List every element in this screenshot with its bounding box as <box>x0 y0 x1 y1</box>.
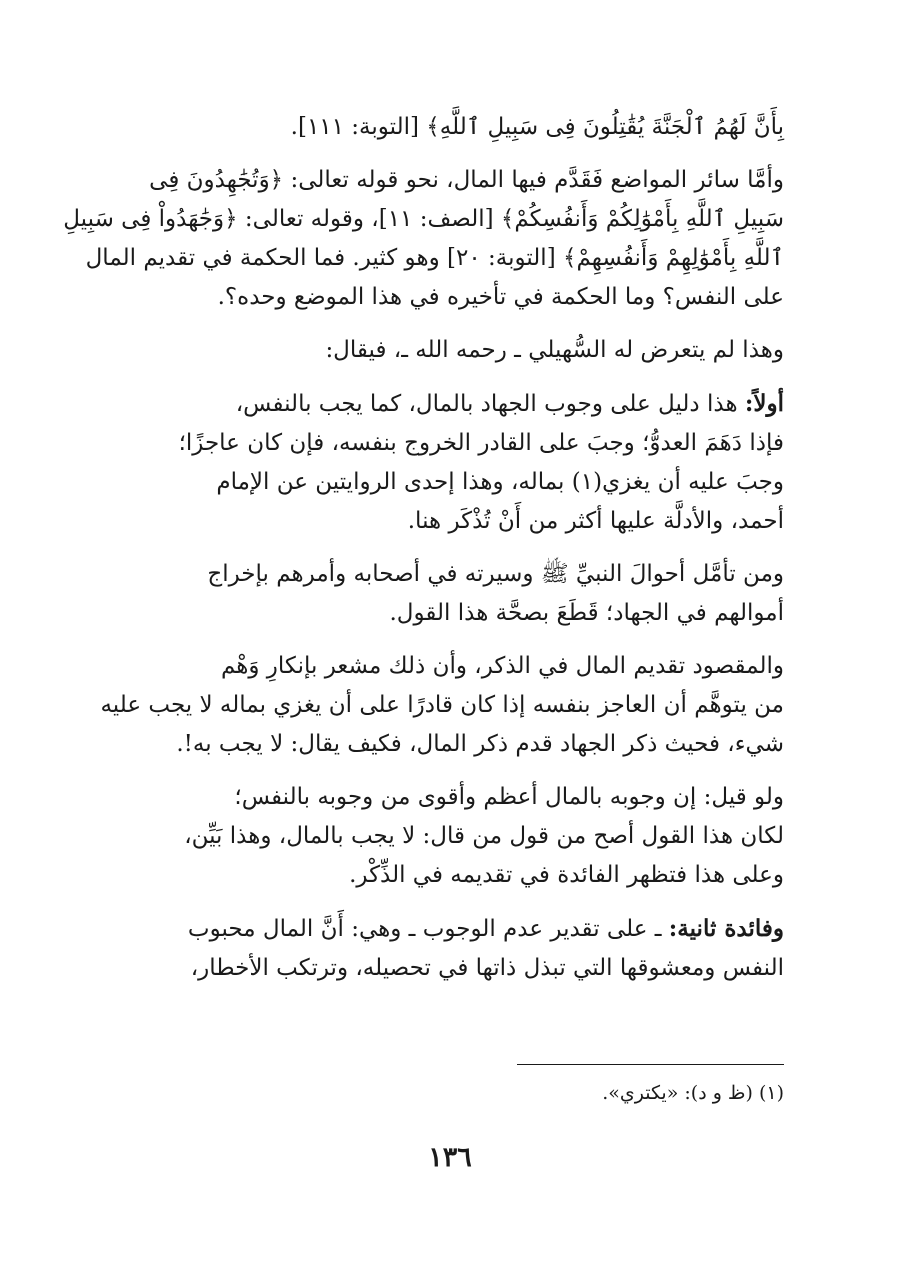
text-line: أموالهم في الجهاد؛ قَطَعَ بصحَّة هذا القول. <box>389 600 784 626</box>
text-line: ولو قيل: إن وجوبه بالمال أعظم وأقوى من وجوبه بالنفس؛ <box>234 784 784 810</box>
text-line: ٱللَّهِ بِأَمْوَٰلِهِمْ وَأَنفُسِهِمْ﴾ [التوبة: ٢٠] وهو كثير. فما الحكمة في تقديم المال <box>85 245 784 271</box>
paragraph-suhayli <box>118 331 784 370</box>
text-line: وأمَّا سائر المواضع فَقَدَّم فيها المال، نحو قوله تعالى: ﴿وَتُجَٰهِدُونَ فِى <box>149 167 784 193</box>
text-line: بِأَنَّ لَهُمُ ٱلْجَنَّةَ يُقَٰتِلُونَ فِى سَبِيلِ ٱللَّهِ﴾ [التوبة: ١١١]. <box>290 114 784 140</box>
text-line: وهذا لم يتعرض له السُّهيلي ـ رحمه الله ـ، فيقال: <box>325 337 784 363</box>
text-line: النفس ومعشوقها التي تبذل ذاتها في تحصيله، وترتكب الأخطار، <box>190 955 784 981</box>
text-line: وعلى هذا فتظهر الفائدة في تقديمه في الذِّكْر. <box>349 862 784 888</box>
paragraph-if-said <box>118 778 784 895</box>
text-line: وجبَ عليه أن يغزي(١) بماله، وهذا إحدى الروايتين عن الإمام <box>216 469 784 495</box>
paragraph-lead: أولاً: <box>744 390 784 417</box>
text-line: والمقصود تقديم المال في الذكر، وأن ذلك مشعر بإنكارِ وَهْم <box>220 653 784 679</box>
paragraph-second-benefit <box>118 909 784 988</box>
text-line: فإذا دَهَمَ العدوُّ؛ وجبَ على القادر الخروج بنفسه، فإن كان عاجزًا؛ <box>178 430 784 456</box>
paragraph-verse-end <box>118 108 784 147</box>
line-text: هذا دليل على وجوب الجهاد بالمال، كما يجب بالنفس، <box>235 391 745 417</box>
paragraph-other-places <box>63 161 784 317</box>
paragraph-first <box>118 384 784 541</box>
text-line: ومن تأمَّل أحوالَ النبيِّ ﷺ وسيرته في أصحابه وأمرهم بإخراج <box>207 561 784 587</box>
footnote-separator <box>517 1064 784 1065</box>
footnote: (١) (ظ و د): «يكتري». <box>602 1082 784 1104</box>
text-line: أحمد، والأدلَّة عليها أكثر من أَنْ تُذْكَر هنا. <box>407 508 784 534</box>
paragraph-intent <box>100 647 784 764</box>
line-text: ـ على تقدير عدم الوجوب ـ وهي: أَنَّ المال محبوب <box>187 916 669 942</box>
page-number: ١٣٦ <box>428 1142 472 1173</box>
text-line: شيء، فحيث ذكر الجهاد قدم ذكر المال، فكيف يقال: لا يجب به!. <box>176 731 784 757</box>
main-text <box>63 108 784 988</box>
text-line: سَبِيلِ ٱللَّهِ بِأَمْوَٰلِكُمْ وَأَنفُسِكُمْ﴾ [الصف: ١١]، وقوله تعالى: ﴿وَجَٰهَدُواْ فِى سَبِيلِ <box>63 206 784 232</box>
paragraph-lead: وفائدة ثانية: <box>668 915 784 942</box>
paragraph-prophet <box>118 555 784 633</box>
text-line: من يتوهَّم أن العاجز بنفسه إذا كان قادرًا على أن يغزي بماله لا يجب عليه <box>100 692 784 718</box>
text-line <box>118 909 784 949</box>
text-line <box>118 384 784 424</box>
text-line: لكان هذا القول أصح من قول من قال: لا يجب بالمال، وهذا بَيِّن، <box>184 823 784 849</box>
text-line: على النفس؟ وما الحكمة في تأخيره في هذا الموضع وحده؟. <box>217 284 784 310</box>
